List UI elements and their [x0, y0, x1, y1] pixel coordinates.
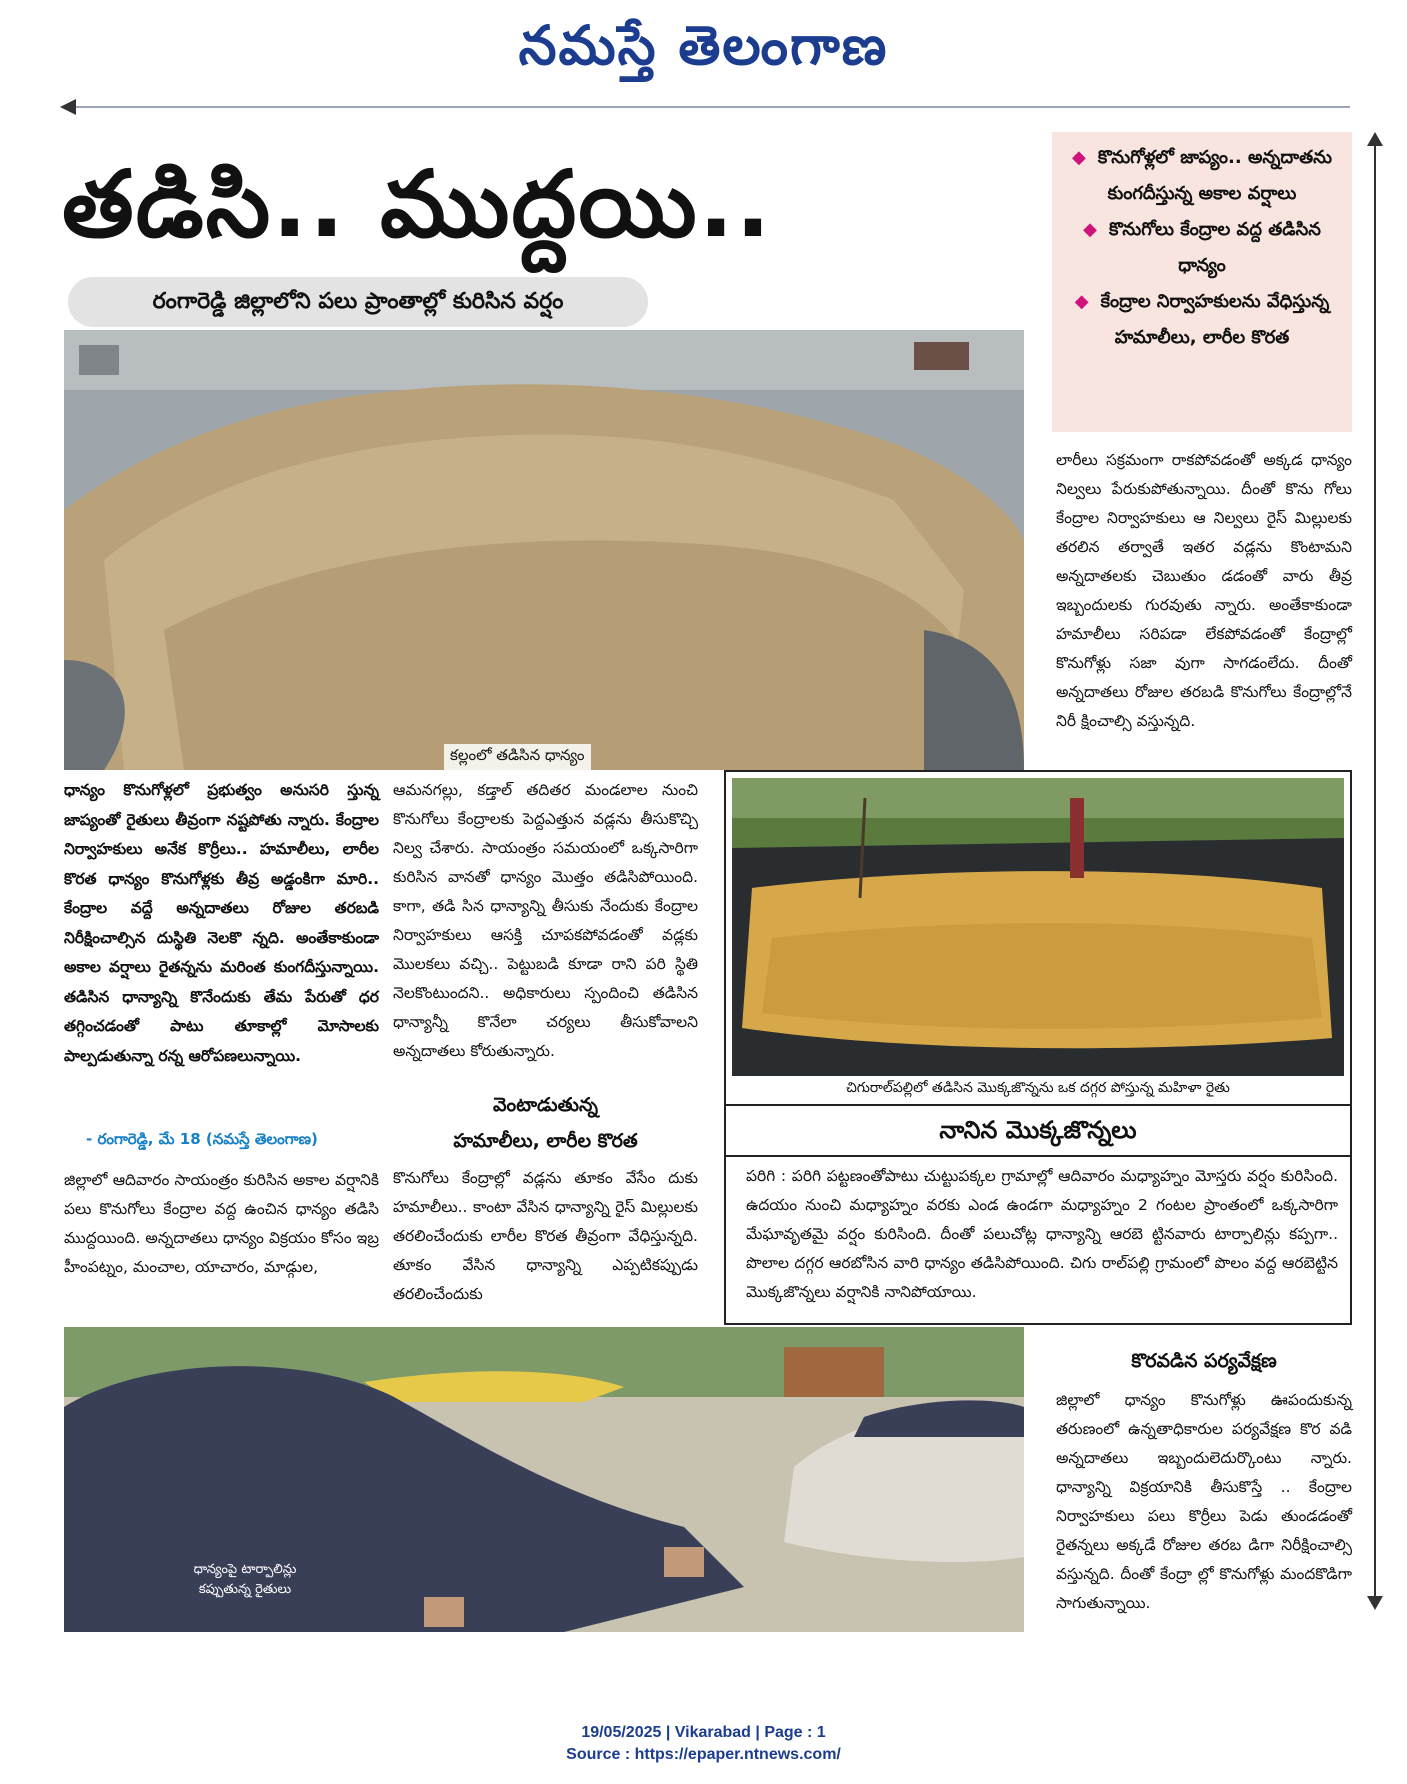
right-column-text: లారీలు సక్రమంగా రాకపోవడంతో అక్కడ ధాన్యం నిల్వలు పేరుకుపోతున్నాయి. దీంతో కొను గోలు కేంద్రాల నిర్వాహకులు ఆ నిల్వలు రైస్ మిల్లులకు తరలిన తర్వాతే ఇతర వడ్లను కొంటామని అన్నదాతలకు చెబుతుం డడంతో వారు తీవ్ర ఇబ్బందులకు గురవుతు న్నారు. అంతేకాకుండా హమాలీలు సరిపడా లేకపోవడంతో కేంద్రాల్లో కొనుగోళ్లు సజా వుగా సాగడంలేదు. దీంతో అన్నదాతలు రోజుల తరబడి కొనుగోలు కేంద్రాల్లోనే నిరీ క్షించాల్సి వస్తున్నది.	[1056, 451, 1352, 730]
highlight-item: ◆ కొనుగోళ్లలో జాప్యం.. అన్నదాతను కుంగదీస్తున్న అకాల వర్షాలు	[1072, 147, 1332, 204]
column1-body: జిల్లాలో ఆదివారం సాయంత్రం కురిసిన అకాల వర్షానికి పలు కొనుగోలు కేంద్రాల వద్ద ఉంచిన ధాన్యం తడిసి ముద్దయింది. అన్నదాతలు ధాన్యం విక్రయం కోసం ఇబ్ర హీంపట్నం, మంచాల, యాచారం, మాడ్గుల,	[64, 1171, 379, 1276]
footer-date-page: 19/05/2025 | Vikarabad | Page : 1	[581, 1724, 826, 1741]
box-body: పరిగి : పరిగి పట్టణంతోపాటు చుట్టుపక్కల గ్రామాల్లో ఆదివారం మధ్యాహ్నం మోస్తరు వర్షం కురిసింది. ఉదయం నుంచి మధ్యాహ్నం వరకు ఎండ ఉండగా మధ్యాహ్నం 2 గంటల ప్రాంతంలో ఒక్కసారిగా మేఘావృతమై వర్షం కురిసింది. దీంతో పలుచోట్ల ధాన్యాన్ని ఆరబె ట్టినవారు టార్పాలిన్లు కప్పగా.. పొలాల దగ్గర ఆరబోసిన వారి ధాన్యం తడిసిపోయింది. చిగు రాల్‌పల్లి గ్రామంలో పొలం వద్ద ఆరబెట్టిన మొక్కజొన్నలు వర్షానికి నానిపోయాయి.	[746, 1167, 1338, 1301]
lead-paragraph: ధాన్యం కొనుగోళ్లలో ప్రభుత్వం అనుసరి స్తున్న జాప్యంతో రైతులు తీవ్రంగా నష్టపోతు న్నారు. కేంద్రాల నిర్వాహకులు అనేక కొర్రీలు.. హమాలీలు, లారీల కొరత ధాన్యం కొనుగోళ్లకు తీవ్ర అడ్డంకిగా మారి.. కేంద్రాల వద్దే అన్నదాతలు రోజుల తరబడి నిరీక్షించాల్సిన దుస్థితి నెలకొ న్నది. అంతేకాకుండా అకాల వర్షాలు రైతన్నను మరింత కుంగదీస్తున్నాయి. తడిసిన ధాన్యాన్ని కొనేందుకు తేమ పేరుతో ధర తగ్గించడంతో పాటు తూకాల్లో మోసాలకు పాల్పడుతున్నా రన్న ఆరోపణలున్నాయి.	[64, 781, 379, 1065]
column2-subtitle-line1: వెంటాడుతున్న	[493, 1094, 598, 1116]
column2-body: కొనుగోలు కేంద్రాల్లో వడ్లను తూకం వేసేం దుకు హమాలీలు.. కాంటా వేసిన ధాన్యాన్ని రైస్ మిల్లులకు తరలించేందుకు లారీల కొరత తీవ్రంగా వేధిస్తున్నది. తూకం వేసిన ధాన్యాన్ని ఎప్పటికప్పుడు తరలించేందుకు	[393, 1169, 698, 1303]
dateline: - రంగారెడ్డి, మే 18 (నమస్తే తెలంగాణ)	[86, 1130, 318, 1148]
column2-top: ఆమనగల్లు, కడ్తాల్ తదితర మండలాల నుంచి కొనుగోలు కేంద్రాలకు పెద్దఎత్తున వడ్లను తీసుకొచ్చి నిల్వ చేశారు. సాయంత్రం సమయంలో ఒక్కసారిగా కురిసిన వానతో ధాన్యం మొత్తం తడిసిపోయింది. కాగా, తడి సిన ధాన్యాన్ని తీసుకు నేందుకు కేంద్రాల నిర్వాహకులు ఆసక్తి చూపకపోవడంతో వడ్లకు మొలకలు వచ్చి.. పెట్టుబడి కూడా రాని పరి స్థితి నెలకొంటుందని.. అధికారులు స్పందించి తడిసిన ధాన్యాన్నీ కొనేలా చర్యలు తీసుకోవాలని అన్నదాతలు కోరుతున్నారు.	[393, 781, 698, 1060]
photo-wet-grain-pile	[64, 330, 1024, 770]
newspaper-logo: నమస్తే తెలంగాణ	[518, 13, 889, 77]
up-arrow-icon	[1367, 132, 1383, 146]
left-arrow-icon	[60, 99, 76, 115]
box-title: నానిన మొక్కజొన్నలు	[939, 1116, 1137, 1144]
highlights-box	[1052, 132, 1352, 432]
photo-caption: కల్లంలో తడిసిన ధాన్యం	[444, 744, 591, 770]
masthead	[0, 0, 1407, 100]
vertical-rule	[1374, 138, 1376, 1608]
down-arrow-icon	[1367, 1596, 1383, 1610]
box-divider	[724, 1155, 1352, 1157]
headline: తడిసి.. ముద్దయి..	[62, 151, 773, 258]
highlight-item: ◆ కేంద్రాల నిర్వాహకులను వేధిస్తున్న హమాలీలు, లారీల కొరత	[1074, 291, 1330, 348]
photo-caption: ధాన్యంపై టార్పాలిన్లు కప్పుతున్న రైతులు	[193, 1562, 297, 1597]
column2-subtitle-line2: హమాలీలు, లారీల కొరత	[453, 1130, 638, 1152]
photo-maize-field	[732, 778, 1344, 1076]
diamond-bullet-icon: ◆	[1074, 291, 1089, 312]
photo-caption: చిగురాల్‌పల్లిలో తడిసిన మొక్కజొన్నను ఒక దగ్గర పోస్తున్న మహిళా రైతు	[846, 1080, 1230, 1096]
right-bottom-title: కొరవడిన పర్యవేక్షణ	[1131, 1350, 1277, 1372]
subheadline: రంగారెడ్డి జిల్లాలోని పలు ప్రాంతాల్లో కురిసిన వర్షం	[68, 277, 648, 327]
highlight-item: ◆ కొనుగోలు కేంద్రాల వద్ద తడిసిన ధాన్యం	[1083, 219, 1321, 276]
top-rule	[62, 106, 1350, 108]
right-bottom-body: జిల్లాలో ధాన్యం కొనుగోళ్లు ఊపందుకున్న తరుణంలో ఉన్నతాధికారుల పర్యవేక్షణ కొర వడి అన్నదాతలు ఇబ్బందులెదుర్కొంటు న్నారు. ధాన్యాన్ని విక్రయానికి తీసుకొస్తే .. కేంద్రాల నిర్వాహకులు పలు కొర్రీలు పెడు తుండడంతో రైతన్నలు అక్కడే రోజుల తరబ డిగా నిరీక్షించాల్సి వస్తున్నది. దీంతో కేంద్రా ల్లో కొనుగోళ్లు మందకొడిగా సాగుతున్నాయి.	[1056, 1391, 1352, 1612]
diamond-bullet-icon: ◆	[1083, 219, 1097, 240]
diamond-bullet-icon: ◆	[1072, 147, 1086, 168]
footer-source: Source : https://epaper.ntnews.com/	[566, 1746, 841, 1763]
box-divider	[724, 1104, 1352, 1106]
